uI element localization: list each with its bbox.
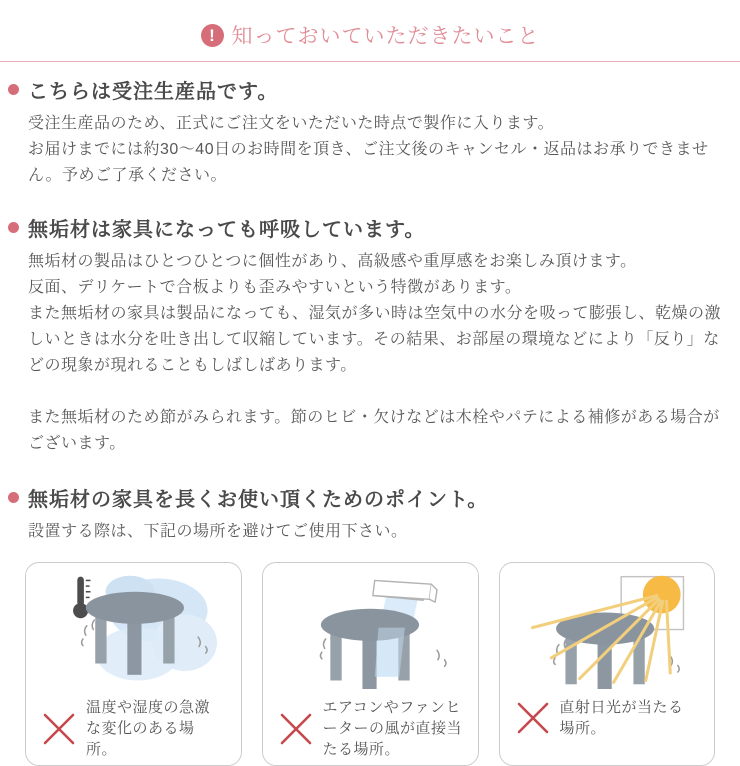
caption-row [32,697,235,760]
paragraph: 反面、デリケートで合板よりも歪みやすいという特徴があります。 [28,279,522,296]
section-heading [8,483,730,512]
page-title: 知っておいていただきたいこと [231,25,540,48]
section-made-to-order [0,75,740,189]
paragraph: また無垢材のため節がみられます。節のヒビ・欠けなどは木栓やパテによる補修がある場合がございます。 [28,409,720,452]
caption-row [269,697,472,760]
section-heading [8,75,730,104]
section-heading-text: 無垢材の家具を長くお使い頂くためのポイント。 [28,489,489,511]
paragraph: 設置する際は、下記の場所を避けてご使用下さい。 [28,523,408,540]
section-heading [8,213,730,242]
x-mark-icon [40,710,78,748]
warning-boxes [0,562,740,766]
section-heading-text: 無垢材は家具になっても呼吸しています。 [28,219,426,241]
section-long-use-points [0,483,740,545]
section-heading-text: こちらは受注生産品です。 [28,81,279,103]
paragraph: また無垢材の家具は製品になっても、湿気が多い時は空気中の水分を吸って膨張し、乾燥の激しいときは水分を吐き出して収縮しています。その結果、お部屋の環境などにより「反り」などの現象が現れることもしばしばあります。 [28,305,722,374]
x-mark-icon [277,710,315,748]
table-humidity-illustration [38,571,228,689]
section-solid-wood-breathes [0,213,740,457]
table-sunlight-illustration [512,571,702,689]
bullet-icon [8,222,19,233]
bullet-icon [8,84,19,95]
caption-row [506,697,709,739]
exclamation-icon [201,24,224,47]
paragraph: 無垢材の製品はひとつひとつに個性があり、高級感や重厚感をお楽しみ頂けます。 [28,253,637,270]
title-row [0,20,740,50]
section-body [28,111,730,189]
paragraph: お届けまでには約30〜40日のお時間を頂き、ご注文後のキャンセル・返品はお承りできません。予めご了承ください。 [28,141,709,184]
warning-box-humidity [25,562,242,766]
notice-header [0,0,740,62]
warning-box-aircon [262,562,479,766]
warning-caption: 直射日光が当たる場所。 [559,699,684,737]
x-mark-icon [514,699,552,737]
air-conditioner-icon [373,580,437,602]
table-aircon-illustration [275,571,465,689]
exclamation-glyph: ! [209,25,215,45]
warning-caption: 温度や湿度の急激な変化のある場所。 [86,699,211,758]
section-body [28,249,730,457]
warning-caption: エアコンやファンヒーターの風が直接当たる場所。 [322,699,463,758]
warning-box-sunlight [499,562,716,766]
section-body [28,519,730,545]
bullet-icon [8,492,19,503]
paragraph: 受注生産品のため、正式にご注文をいただいた時点で製作に入ります。 [28,115,555,132]
